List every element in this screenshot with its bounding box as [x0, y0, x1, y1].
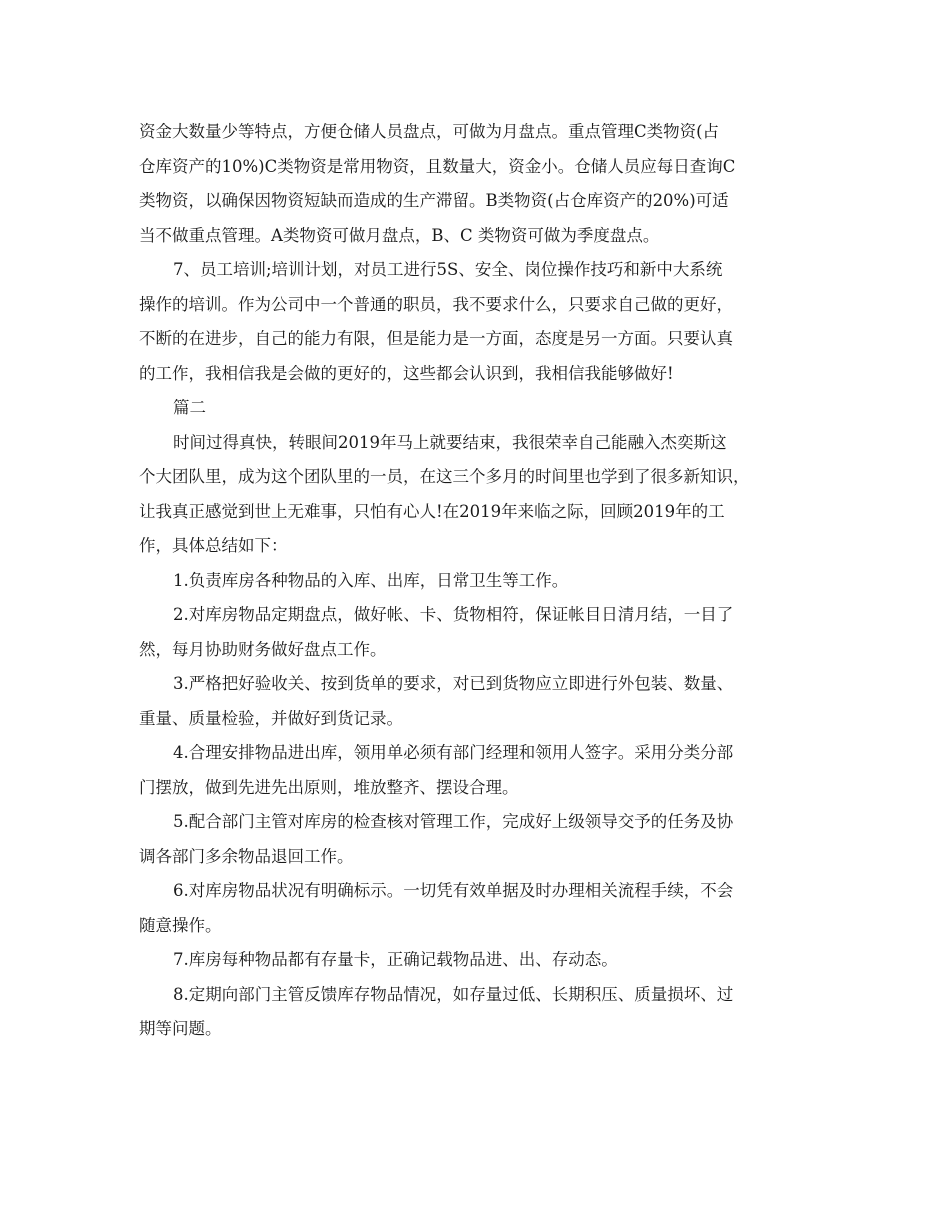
text-line: 5.配合部门主管对库房的检查核对管理工作，完成好上级领导交予的任务及协: [173, 812, 734, 831]
text-line: 6.对库房物品状况有明确标示。一切凭有效单据及时办理相关流程手续，不会: [173, 881, 734, 900]
text-line: 然，每月协助财务做好盘点工作。: [139, 639, 387, 659]
text-line: 3.严格把好验收关、按到货单的要求，对已到货物应立即进行外包装、数量、: [173, 674, 734, 693]
text-line: 期等问题。: [139, 1019, 222, 1038]
text-line: 操作的培训。作为公司中一个普通的职员，我不要求什么，只要求自己做的更好，: [139, 294, 733, 314]
text-line: 调各部门多余物品退回工作。: [139, 846, 354, 866]
text-line: 类物资，以确保因物资短缺而造成的生产滞留。B类物资(占仓库资产的20%)可适: [139, 191, 729, 210]
text-line: 7.库房每种物品都有存量卡，正确记载物品进、出、存动态。: [173, 950, 618, 969]
text-line: 2.对库房物品定期盘点，做好帐、卡、货物相符，保证帐目日清月结，一目了: [173, 605, 734, 624]
text-line: 当不做重点管理。A类物资可做月盘点，B、C 类物资可做为季度盘点。: [139, 225, 660, 245]
text-line: 随意操作。: [139, 915, 222, 935]
text-line: 不断的在进步，自己的能力有限，但是能力是一方面，态度是另一方面。只要认真: [139, 329, 733, 348]
text-line: 4.合理安排物品进出库，领用单必须有部门经理和领用人签字。采用分类分部: [173, 743, 734, 762]
text-line: 门摆放，做到先进先出原则，堆放整齐、摆设合理。: [139, 777, 519, 797]
text-line: 重量、质量检验，并做好到货记录。: [139, 708, 403, 728]
text-line: 1.负责库房各种物品的入库、出库，日常卫生等工作。: [173, 570, 569, 590]
text-line: 让我真正感觉到世上无难事，只怕有心人!在2019年来临之际，回顾2019年的工: [139, 501, 725, 521]
text-line: 仓库资产的10%)C类物资是常用物资，且数量大，资金小。仓储人员应每日查询C: [139, 156, 736, 176]
text-line: 作，具体总结如下：: [139, 536, 288, 555]
document-body: [139, 115, 829, 1047]
text-line: 篇二: [173, 398, 206, 417]
text-line: 个大团队里，成为这个团队里的一员，在这三个多月的时间里也学到了很多新知识，: [139, 467, 750, 486]
text-line: 资金大数量少等特点，方便仓储人员盘点，可做为月盘点。重点管理C类物资(占: [139, 122, 720, 141]
text-line: 7、员工培训;培训计划，对员工进行5S、安全、岗位操作技巧和新中大系统: [173, 260, 723, 279]
text-line: 时间过得真快，转眼间2019年马上就要结束，我很荣幸自己能融入杰奕斯这: [173, 432, 727, 452]
text-line: 8.定期向部门主管反馈库存物品情况，如存量过低、长期积压、质量损坏、过: [173, 984, 734, 1004]
text-line: 的工作，我相信我是会做的更好的，这些都会认识到，我相信我能够做好!: [139, 363, 674, 383]
